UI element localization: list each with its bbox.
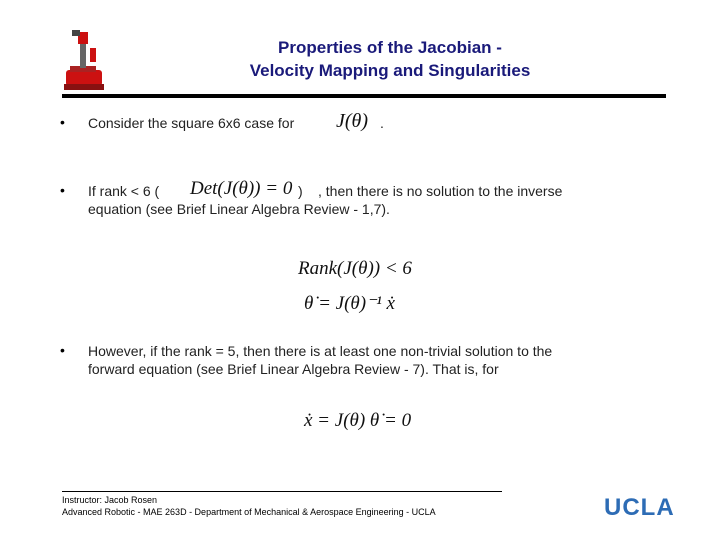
footer-course: Advanced Robotic - MAE 263D - Department of Mechanical & Aerospace Engineering - UCLA <box>62 507 436 517</box>
bullet-marker: • <box>60 182 65 198</box>
footer-instructor: Instructor: Jacob Rosen <box>62 495 158 505</box>
bullet-marker: • <box>60 114 65 130</box>
footer <box>62 494 436 518</box>
rank-condition: Rank(J(θ)) < 6 <box>298 258 412 279</box>
bullet-3-line2: forward equation (see Brief Linear Algebra Review - 7). That is, for <box>88 361 499 377</box>
forward-equation: ẋ = J(θ) θ̇ = 0 <box>304 410 412 431</box>
determinant-condition: Det(J(θ)) = 0 <box>190 178 293 199</box>
bullet-2-line2: equation (see Brief Linear Algebra Review - 1,7). <box>88 201 390 217</box>
slide-title <box>160 36 620 82</box>
bullet-2-post: , then there is no solution to the inverse <box>318 183 563 199</box>
bullet-1-text <box>88 114 294 132</box>
footer-divider <box>62 491 502 492</box>
bullet-2-pre: If rank < 6 ( <box>88 183 160 199</box>
title-divider <box>62 94 666 98</box>
title-line-2: Velocity Mapping and Singularities <box>249 61 531 80</box>
jacobian-expression: J(θ) <box>336 110 369 132</box>
inverse-equation: θ̇ = J(θ)⁻¹ ẋ <box>304 293 395 314</box>
bullet-3-line1: However, if the rank = 5, then there is at least one non-trivial solution to the <box>88 343 553 359</box>
ucla-logo: UCLA <box>604 494 675 521</box>
title-line-1: Properties of the Jacobian - <box>278 38 502 57</box>
bullet-2-mid: ) <box>298 183 303 199</box>
bullet-1-pre: Consider the square 6x6 case for <box>88 115 295 131</box>
bullet-1-post: . <box>380 115 384 131</box>
bullet-marker: • <box>60 342 65 358</box>
robot-arm-icon <box>60 28 108 94</box>
